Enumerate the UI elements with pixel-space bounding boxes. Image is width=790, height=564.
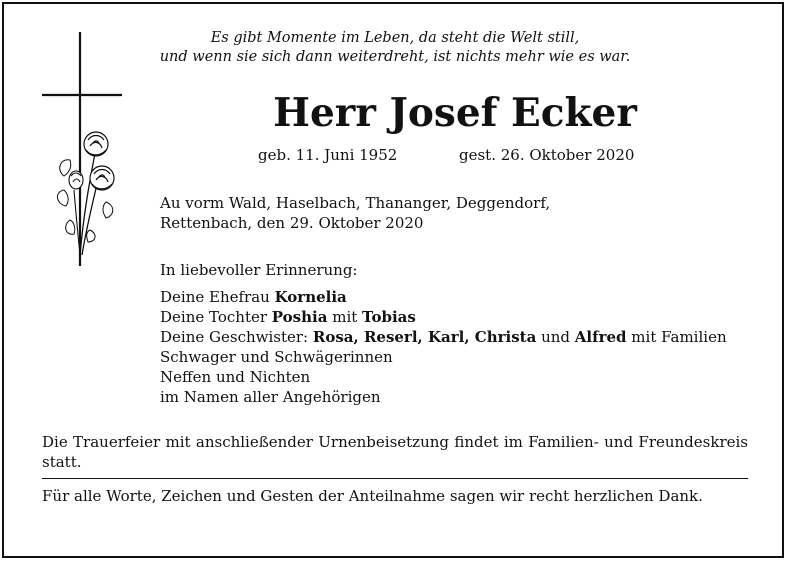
place-line-2: Rettenbach, den 29. Oktober 2020 bbox=[160, 214, 424, 232]
divider bbox=[42, 478, 748, 479]
daughter-mit: mit bbox=[327, 308, 363, 326]
siblings-names: Rosa, Reserl, Karl, Christa bbox=[312, 328, 537, 346]
sibling-alfred: Alfred bbox=[574, 328, 627, 346]
mourner-daughter bbox=[160, 307, 416, 327]
mourner-schwager: Schwager und Schwägerinnen bbox=[160, 348, 393, 366]
mourner-wife bbox=[160, 287, 347, 307]
birth-date: geb. 11. Juni 1952 bbox=[258, 146, 398, 164]
partner-name: Tobias bbox=[362, 308, 416, 326]
siblings-prefix: Deine Geschwister: bbox=[160, 328, 313, 346]
death-date: gest. 26. Oktober 2020 bbox=[459, 146, 635, 164]
place-line-1: Au vorm Wald, Haselbach, Thananger, Deggendorf, bbox=[160, 194, 551, 212]
daughter-prefix: Deine Tochter bbox=[160, 308, 272, 326]
funeral-notice: Die Trauerfeier mit anschließender Urnenbeisetzung findet im Familien- und Freundeskreis statt. bbox=[42, 433, 748, 471]
thanks-notice: Für alle Worte, Zeichen und Gesten der Anteilnahme sagen wir recht herzlichen Dank. bbox=[42, 487, 703, 505]
mourner-siblings bbox=[160, 327, 727, 347]
siblings-suffix: mit Familien bbox=[626, 328, 727, 346]
siblings-und: und bbox=[536, 328, 575, 346]
wife-prefix: Deine Ehefrau bbox=[160, 288, 275, 306]
mourner-neffen: Neffen und Nichten bbox=[160, 368, 311, 386]
memory-intro: In liebevoller Erinnerung: bbox=[160, 261, 358, 279]
poem-line-2: und wenn sie sich dann weiterdreht, ist nichts mehr wie es war. bbox=[159, 49, 631, 65]
wife-name: Kornelia bbox=[274, 288, 347, 306]
daughter-name: Poshia bbox=[271, 308, 328, 326]
poem-line-1: Es gibt Momente im Leben, da steht die Welt still, bbox=[210, 30, 580, 46]
mourner-all: im Namen aller Angehörigen bbox=[160, 388, 381, 406]
deceased-name: Herr Josef Ecker bbox=[273, 90, 637, 136]
